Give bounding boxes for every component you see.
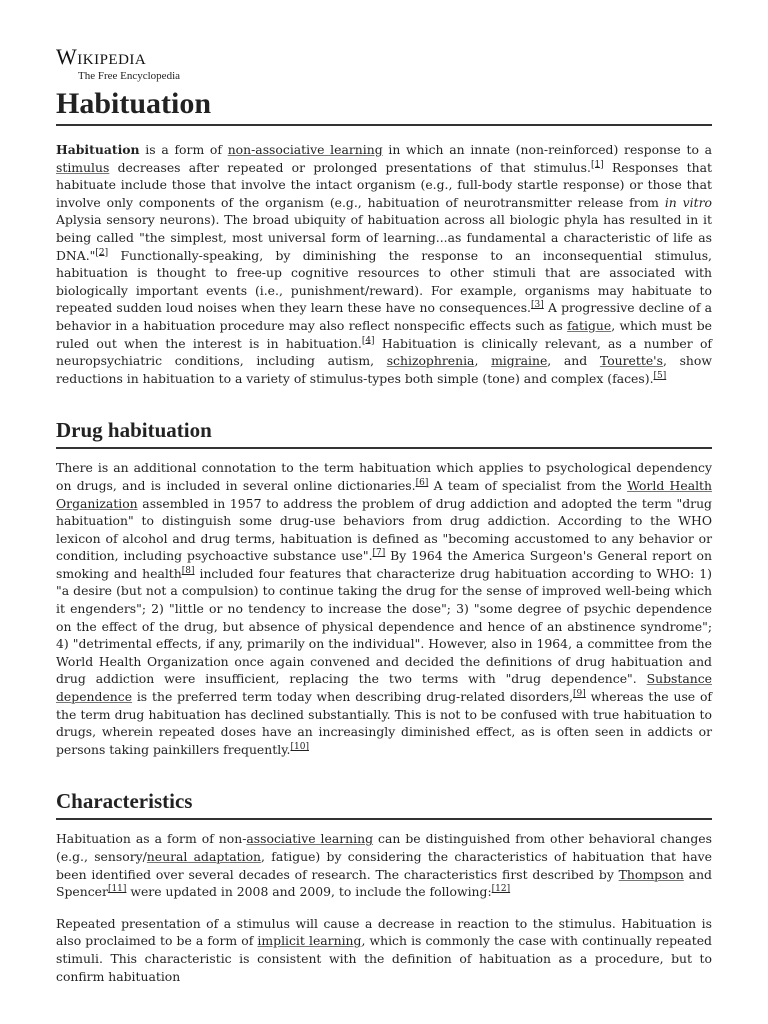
text: can be distinguished from other behavioral changes (e.g., sensory/ [56, 831, 712, 864]
text: A progressive decline of a behavior in a habituation procedure may also reflect nonspecific effects such as [56, 300, 712, 333]
link-substance-dependence[interactable]: Substance dependence [56, 671, 712, 705]
link-thompson[interactable]: Thompson [618, 866, 684, 882]
text: Habituation is clinically relevant, as a number of neuropsychiatric conditions, including autism, [56, 335, 712, 369]
intro-paragraph [56, 141, 712, 387]
link-migraine[interactable]: migraine [491, 353, 548, 369]
ref-9[interactable]: [9] [573, 688, 586, 699]
link-fatigue[interactable]: fatigue [567, 317, 612, 333]
text: assembled in 1957 to address the problem of drug addiction and adopted the term "drug habituation" to distinguish some drug-use behaviors from drug addiction. According to the WHO lexicon of alcohol and drug terms, habituation is defined as "becoming accustomed to any behavior or condition, including psychoactive substance use". [56, 495, 712, 564]
text: Repeated presentation of a stimulus will cause a decrease in reaction to the stimulus. Habituation is also proclaimed to be a form of [56, 915, 712, 949]
characteristics-paragraph-2 [56, 915, 712, 985]
link-stimulus[interactable]: stimulus [56, 159, 110, 175]
ref-5[interactable]: [5] [653, 370, 667, 381]
ref-12[interactable]: [12] [491, 884, 511, 895]
ref-8[interactable]: [8] [181, 565, 195, 576]
ref-4[interactable]: [4] [361, 335, 375, 346]
ref-10[interactable]: [10] [290, 741, 309, 752]
text: included four features that characterize drug habituation according to WHO: 1) "a desire (but not a compulsion) to continue taking the drug for the sense of improved well-being which it engenders"; 2) "little or no tendency to increase the dose"; 3) "some degree of psychic dependence on the effect of the drug, but absence of physical dependence and hence of an abstinence syndrome"; 4) "detrimental effects, if any, primarily on the individual". However, also in 1964, a committee from the World Health Organization once again convened and decided the definitions of drug habituation and drug addiction were insufficient, replacing the two terms with "drug dependence". [56, 565, 713, 687]
link-implicit-learning[interactable]: implicit learning [257, 933, 362, 949]
text: , which must be ruled out when the interest is in habituation. [56, 317, 712, 351]
in-vitro-text: in vitro [664, 194, 712, 210]
text: is the preferred term today when describing drug-related disorders, [132, 689, 574, 705]
page-title: Habituation [56, 86, 712, 126]
text: in which an innate (non-reinforced) response to a [382, 142, 713, 157]
link-world-health-organization[interactable]: World Health Organization [56, 477, 712, 511]
text: were updated in 2008 and 2009, to include the following: [126, 884, 492, 900]
drug-paragraph [56, 459, 712, 758]
ref-6[interactable]: [6] [415, 477, 429, 488]
logo-wordmark: Wikipedia [56, 44, 147, 69]
ref-7[interactable]: [7] [372, 548, 386, 559]
text: whereas the use of the term drug habituation has declined substantially. This is not to be confused with true habituation to drugs, wherein repeated doses have an increasingly diminished effect, as is often seen in addicts or persons taking painkillers frequently. [56, 689, 712, 757]
text: Aplysia sensory neurons). The broad ubiquity of habituation across all biologic phyla has resulted in it being called "the simplest, most universal form of learning...as fundamental a characteristic of life as DNA." [56, 212, 712, 263]
link-tourettes[interactable]: Tourette's [599, 353, 663, 369]
text: is a form of [139, 142, 228, 157]
ref-2[interactable]: [2] [95, 247, 109, 258]
ref-11[interactable]: [11] [107, 884, 127, 895]
lead-term: Habituation [56, 142, 140, 157]
text: , show reductions in habituation to a variety of stimulus-types both simple (tone) and complex (faces). [56, 353, 712, 386]
characteristics-paragraph-1 [56, 830, 712, 900]
text: Responses that habituate include those that involve the intact organism (e.g., full-body startle response) or those that involve only components of the organism (e.g., habituation of neurotransmitter release from [56, 159, 712, 210]
section-heading-drug-habituation: Drug habituation [56, 417, 712, 449]
text: decreases after repeated or prolonged presentations of that stimulus. [109, 159, 591, 175]
link-neural-adaptation[interactable]: neural adaptation [146, 849, 262, 864]
text: , and [547, 353, 600, 369]
link-associative-learning[interactable]: associative learning [246, 831, 374, 847]
text: , which is commonly the case with continually repeated stimuli. This characteristic is consistent with the definition of habituation as a procedure, but to confirm habituation [56, 933, 712, 984]
article [56, 0, 712, 985]
text: There is an additional connotation to the term habituation which applies to psychological dependency on drugs, and is included in several online dictionaries. [56, 460, 712, 493]
link-non-associative-learning[interactable]: non-associative learning [227, 142, 383, 157]
text: , [474, 353, 492, 369]
ref-3[interactable]: [3] [531, 300, 544, 311]
section-heading-characteristics: Characteristics [56, 788, 712, 820]
link-schizophrenia[interactable]: schizophrenia [386, 353, 475, 369]
text: and Spencer [56, 866, 712, 900]
ref-1[interactable]: [1] [590, 159, 604, 170]
text: A team of specialist from the [428, 477, 628, 493]
text: Functionally-speaking, by diminishing the response to an inconsequential stimulus, habituation is thought to free-up cognitive resources to other stimuli that are associated with biologically important events (i.e., punishment/reward). For example, organisms may habituate to repeated sudden loud noises when they learn these have no consequences. [56, 247, 712, 316]
wikipedia-logo[interactable] [56, 46, 712, 82]
logo-tagline: The Free Encyclopedia [78, 70, 181, 82]
text: Habituation as a form of non- [56, 831, 247, 847]
text: By 1964 the America Surgeon's General report on smoking and health [56, 548, 713, 581]
text: , fatigue) by considering the characteristics of habituation that have been identified over several decades of research. The characteristics first described by [56, 849, 712, 882]
